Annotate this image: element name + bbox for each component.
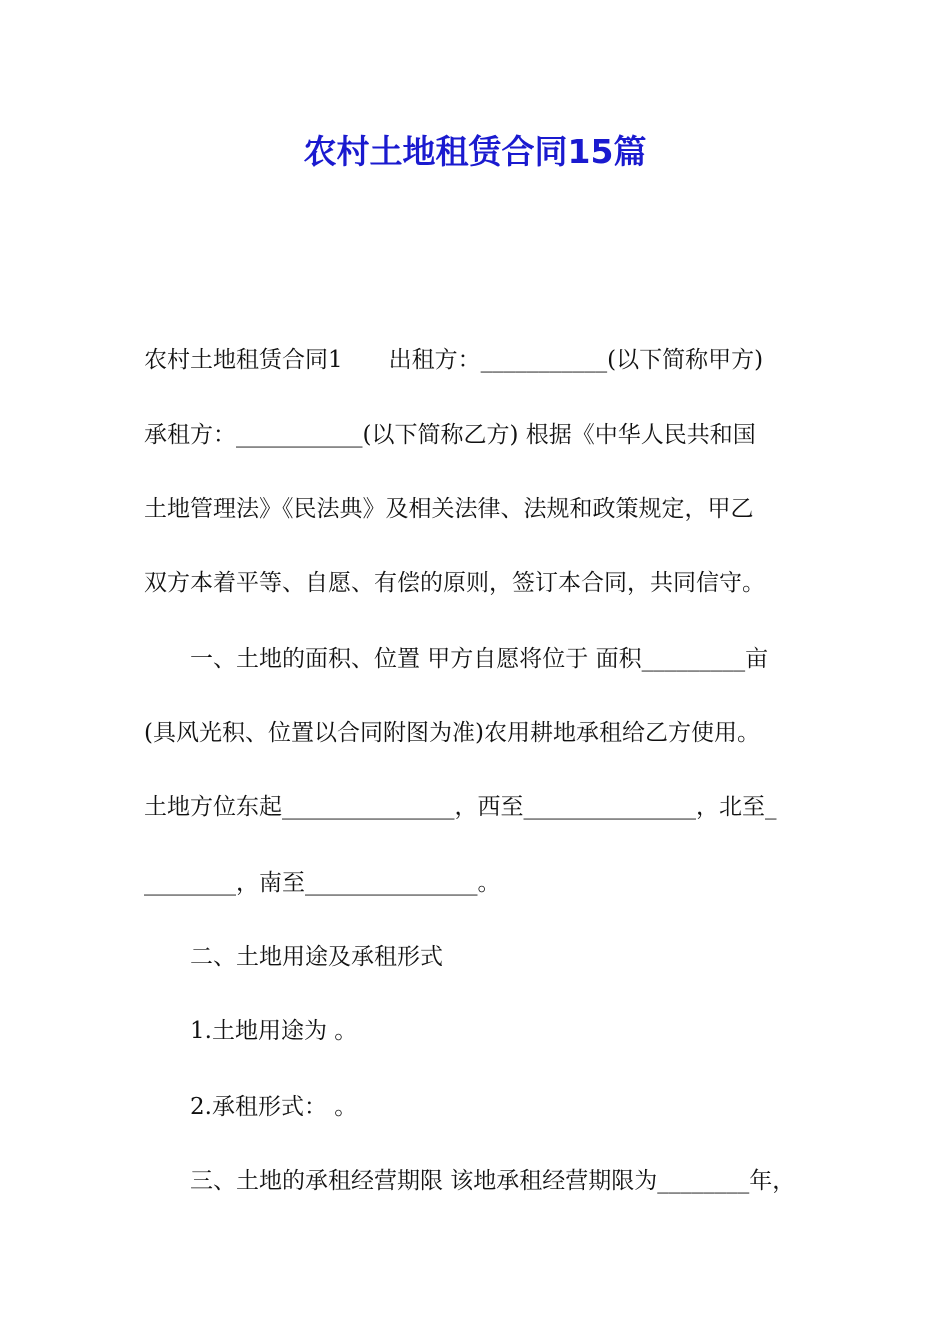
section-heading-2: 二、土地用途及承租形式 (144, 944, 443, 970)
body-line-7: 土地方位东起_______________，西至_______________，北至_ (144, 794, 777, 820)
body-line-5: 一、土地的面积、位置 甲方自愿将位于 面积_________亩 (144, 646, 769, 672)
body-line-1: 农村土地租赁合同1 出租方：___________(以下简称甲方) (144, 347, 764, 373)
body-line-2: 承租方：___________(以下简称乙方) 根据《中华人民共和国 (144, 422, 756, 448)
body-line-8: ________，南至_______________。 (144, 870, 501, 896)
body-line-10: 1.土地用途为 。 (144, 1018, 358, 1044)
document-title: 农村土地租赁合同15篇 (303, 132, 647, 171)
body-line-12: 三、土地的承租经营期限 该地承租经营期限为________年， (144, 1168, 796, 1194)
body-line-4: 双方本着平等、自愿、有偿的原则，签订本合同，共同信守。 (144, 570, 765, 596)
body-line-3: 土地管理法》《民法典》及相关法律、法规和政策规定，甲乙 (144, 496, 754, 522)
body-line-11: 2.承租形式： 。 (144, 1094, 358, 1120)
body-line-6: (具风光积、位置以合同附图为准)农用耕地承租给乙方使用。 (144, 720, 760, 746)
